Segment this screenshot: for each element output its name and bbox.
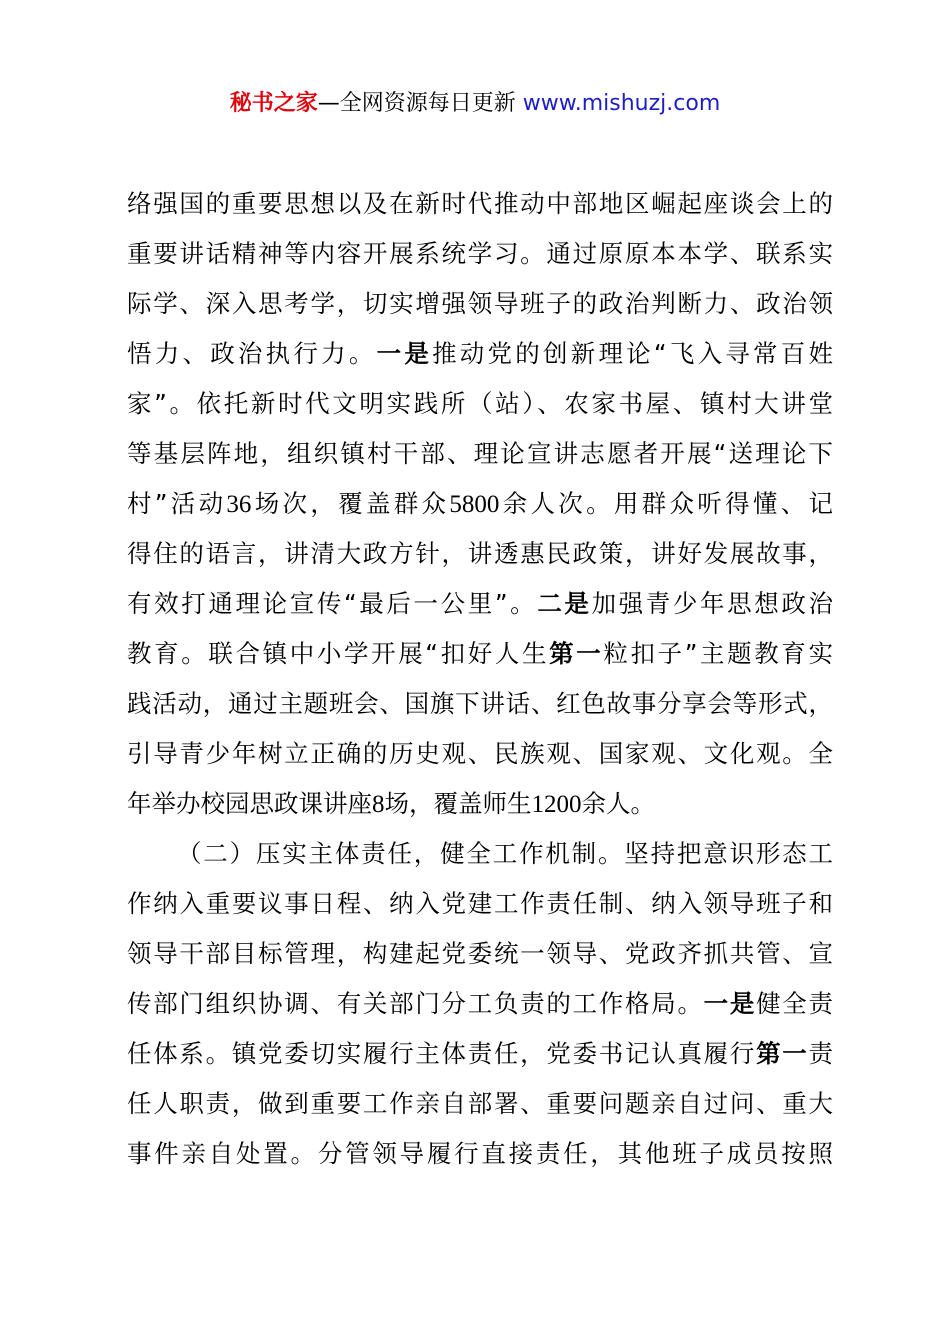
text-line: 践活动，通过主题班会、国旗下讲话、红色故事分享会等形式，	[127, 689, 833, 718]
text-run: 场，覆盖师生	[384, 789, 532, 818]
text-run: 责	[808, 1039, 834, 1068]
text-run: 村”活动	[127, 489, 227, 518]
page-header	[0, 88, 950, 120]
text-line: 任人职责，做到重要工作亲自部署、重要问题亲自过问、重大	[127, 1089, 833, 1118]
number: 5800	[449, 491, 500, 518]
text-line	[127, 329, 833, 379]
text-line: 重要讲话精神等内容开展系统学习。通过原原本本学、联系实	[127, 239, 833, 268]
number: 36	[226, 491, 252, 518]
bold-marker: 一是	[703, 989, 757, 1018]
number: 8	[372, 791, 385, 818]
header-brand: 秘书之家	[229, 91, 318, 116]
text-run: 有效打通理论宣传“最后一公里”。	[127, 589, 538, 618]
text-run: 任体系。镇党委切实履行主体责任，党委书记认真履行	[127, 1039, 757, 1068]
text-run: 场次，覆盖群众	[251, 489, 450, 518]
document-body	[127, 179, 833, 1179]
text-line	[127, 979, 833, 1029]
text-line	[127, 579, 833, 629]
text-line: 作纳入重要议事日程、纳入党建工作责任制、纳入领导班子和	[127, 889, 833, 918]
text-run: 余人次。用群众听得懂、记	[499, 489, 834, 518]
text-run: 加强青少年思想政治	[591, 589, 834, 618]
text-line: 等基层阵地，组织镇村干部、理论宣讲志愿者开展“送理论下	[127, 439, 833, 468]
bold-marker: 二是	[537, 589, 592, 618]
header-slogan: —全网资源每日更新	[317, 91, 516, 116]
text-run: 余人。	[581, 789, 655, 818]
text-line: 络强国的重要思想以及在新时代推动中部地区崛起座谈会上的	[127, 189, 833, 218]
text-line	[127, 779, 833, 829]
text-line: 领导干部目标管理，构建起党委统一领导、党政齐抓共管、宣	[127, 939, 833, 968]
bold-marker: 第一	[549, 639, 604, 668]
text-line	[127, 479, 833, 529]
text-line: 家”。依托新时代文明实践所（站）、农家书屋、镇村大讲堂	[127, 389, 833, 418]
text-line: 得住的语言，讲清大政方针，讲透惠民政策，讲好发展故事，	[127, 539, 833, 568]
text-line	[127, 629, 833, 679]
text-run: 年举办校园思政课讲座	[127, 789, 372, 818]
text-line	[127, 1029, 833, 1079]
text-line: 引导青少年树立正确的历史观、民族观、国家观、文化观。全	[127, 739, 833, 768]
text-run: 推动党的创新理论“飞入寻常百姓	[432, 339, 833, 368]
bold-marker: 第一	[756, 1039, 809, 1068]
text-line: 际学、深入思考学，切实增强领导班子的政治判断力、政治领	[127, 289, 833, 318]
section-heading-line: （二）压实主体责任，健全工作机制。坚持把意识形态工	[177, 839, 833, 868]
text-line: 事件亲自处置。分管领导履行直接责任，其他班子成员按照	[127, 1139, 833, 1168]
number: 1200	[531, 791, 582, 818]
bold-marker: 一是	[376, 339, 433, 368]
text-run: 悟力、政治执行力。	[127, 339, 377, 368]
text-run: 教育。联合镇中小学开展“扣好人生	[127, 639, 550, 668]
text-run: 粒扣子”主题教育实	[603, 639, 834, 668]
text-run: 健全责	[756, 989, 834, 1018]
header-website-link[interactable]: www.mishuzj.com	[522, 91, 721, 116]
text-run: 传部门组织协调、有关部门分工负责的工作格局。	[127, 989, 704, 1018]
